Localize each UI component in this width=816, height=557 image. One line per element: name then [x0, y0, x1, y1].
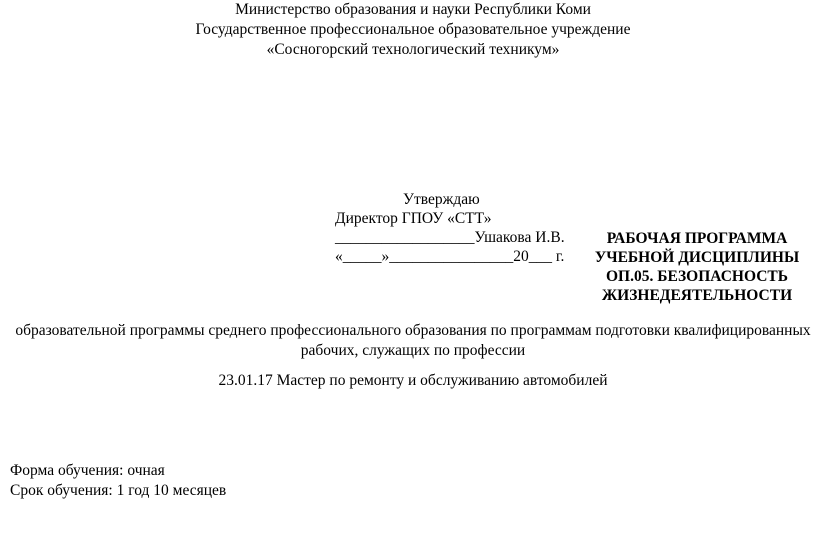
- study-period: Срок обучения: 1 год 10 месяцев: [10, 482, 227, 499]
- approval-title: Утверждаю: [403, 191, 480, 208]
- form-of-study: Форма обучения: очная: [10, 462, 165, 479]
- approval-signature-line: __________________Ушакова И.В.: [335, 229, 565, 246]
- program-title-line: ЖИЗНЕДЕЯТЕЛЬНОСТИ: [601, 287, 793, 304]
- specialty-line: 23.01.17 Мастер по ремонту и обслуживанию автомобилей: [218, 372, 608, 389]
- program-title: [578, 229, 816, 305]
- ministry-line: Министерство образования и науки Республики Коми: [235, 1, 591, 18]
- program-description: [0, 321, 816, 361]
- program-title-line: УЧЕБНОЙ ДИСЦИПЛИНЫ: [594, 249, 800, 266]
- program-description-line: образовательной программы среднего профессионального образования по программам подготовки квалифицированных: [15, 322, 811, 339]
- approval-date-line: «_____»________________20___ г.: [335, 248, 565, 265]
- approval-director: Директор ГПОУ «СТТ»: [335, 210, 492, 227]
- institution-name-line: «Сосногорский технологический техникум»: [266, 41, 560, 58]
- program-title-line: ОП.05. БЕЗОПАСНОСТЬ: [605, 268, 788, 285]
- program-title-line: РАБОЧАЯ ПРОГРАММА: [606, 230, 788, 247]
- program-description-line: рабочих, служащих по профессии: [300, 342, 526, 359]
- institution-type-line: Государственное профессиональное образовательное учреждение: [195, 21, 631, 38]
- institution-header: [0, 0, 816, 60]
